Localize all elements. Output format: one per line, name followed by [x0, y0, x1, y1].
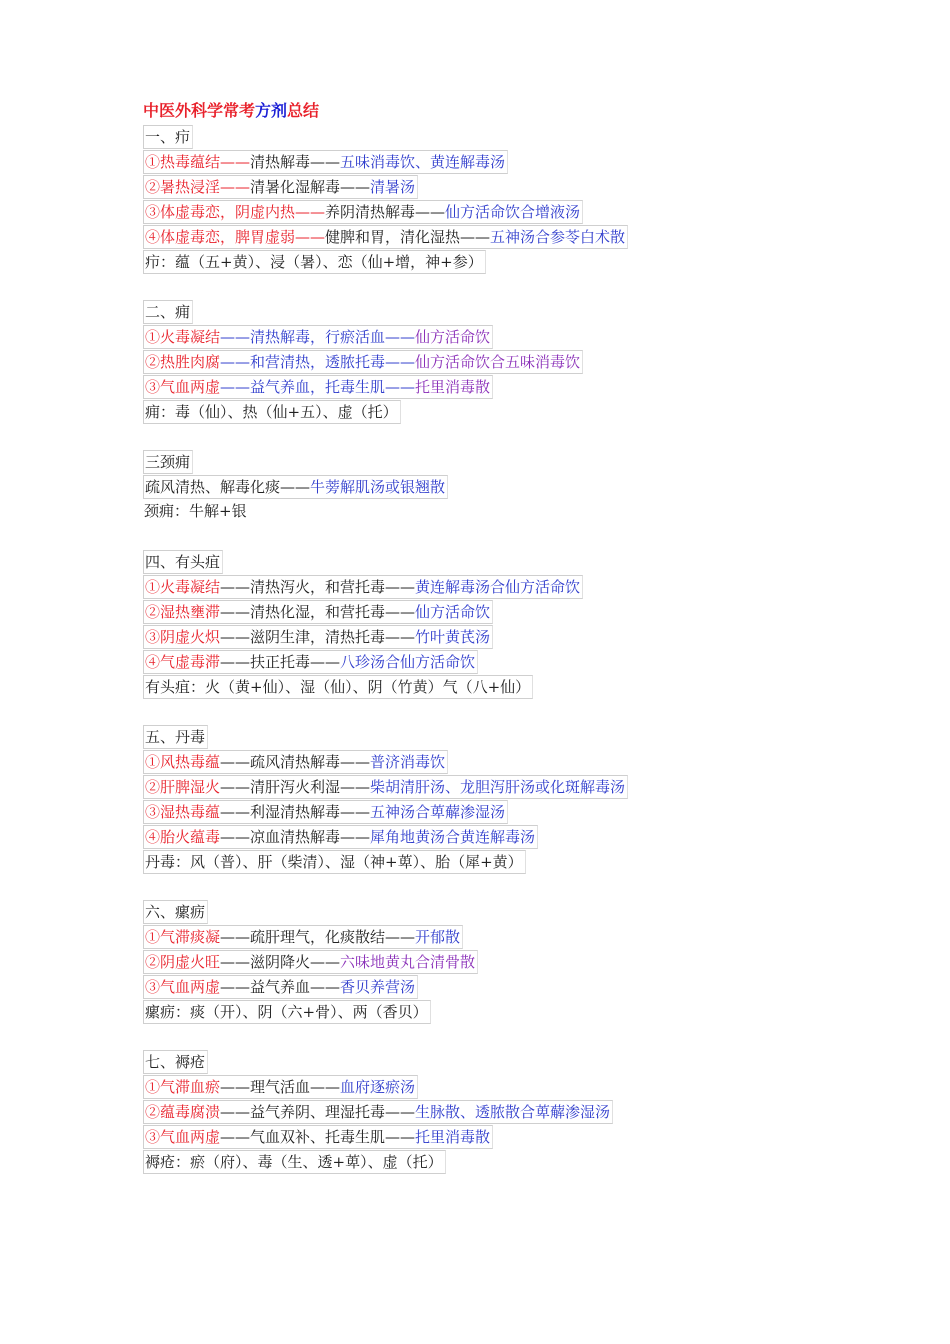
text-segment: ——: [220, 978, 251, 996]
text-segment: 仙方活命饮合五味消毒饮: [415, 353, 581, 371]
title-blue-part: 方剂: [255, 101, 288, 120]
formula-row: [143, 600, 493, 624]
text-segment: ——: [220, 778, 251, 796]
text-segment: 仙方活命饮: [415, 328, 491, 346]
formula-row: [143, 175, 418, 199]
text-segment: ②热胜肉腐: [145, 353, 221, 371]
text-segment: 疏风清热解毒: [250, 753, 341, 771]
formula-row: [143, 575, 583, 599]
title-red-part: 中医外科学常考: [143, 101, 256, 120]
text-segment: 仙方活命饮合增液汤: [445, 203, 581, 221]
text-segment: ①火毒凝结: [145, 578, 221, 596]
section-3: [143, 450, 843, 525]
section-heading: 一、疖: [143, 125, 193, 149]
text-segment: ①气滞痰凝: [145, 928, 221, 946]
formula-row: [143, 150, 508, 174]
formula-row: [143, 225, 628, 249]
text-segment: ——: [310, 153, 341, 171]
formula-row: [143, 750, 448, 774]
text-segment: ③气血两虚: [145, 978, 221, 996]
text-segment: ——: [415, 203, 446, 221]
text-segment: 理气活血: [250, 1078, 311, 1096]
text-segment: ②肝脾湿火: [145, 778, 221, 796]
text-segment: ④体虚毒恋，脾胃虚弱: [145, 228, 296, 246]
text-segment: 凉血清热解毒: [250, 828, 341, 846]
text-segment: ①风热毒蕴: [145, 753, 221, 771]
text-segment: ——: [220, 328, 251, 346]
text-segment: 竹叶黄芪汤: [415, 628, 491, 646]
text-segment: ——: [310, 1078, 341, 1096]
section-5: [143, 725, 843, 875]
text-segment: 利湿清热解毒: [250, 803, 341, 821]
text-segment: 清肝泻火利湿: [250, 778, 341, 796]
text-segment: ③气血两虚: [145, 1128, 221, 1146]
formula-row: [143, 800, 508, 824]
section-heading: 三颈痈: [143, 450, 193, 474]
text-segment: 清暑汤: [370, 178, 416, 196]
text-segment: 清热解毒: [250, 153, 311, 171]
section-1: [143, 125, 843, 275]
text-segment: ——: [220, 178, 251, 196]
text-segment: 犀角地黄汤合黄连解毒汤: [370, 828, 536, 846]
text-segment: 清热解毒，行瘀活血: [250, 328, 386, 346]
text-segment: 普济消毒饮: [370, 753, 446, 771]
text-segment: ——: [385, 928, 416, 946]
text-segment: ——: [295, 203, 326, 221]
text-segment: ——: [385, 578, 416, 596]
formula-row: [143, 650, 478, 674]
text-segment: ——: [295, 228, 326, 246]
text-segment: ——: [340, 778, 371, 796]
text-segment: ——: [280, 478, 311, 496]
text-segment: 五神汤合萆薢渗湿汤: [370, 803, 506, 821]
text-segment: 五神汤合参苓白术散: [490, 228, 626, 246]
text-segment: ②暑热浸淫: [145, 178, 221, 196]
section-heading: 六、瘰疬: [143, 900, 208, 924]
text-segment: 清热化湿，和营托毒: [250, 603, 386, 621]
text-segment: ——: [220, 578, 251, 596]
text-segment: 生脉散、透脓散合萆薢渗湿汤: [415, 1103, 611, 1121]
text-segment: ——: [340, 753, 371, 771]
text-segment: ——: [220, 1103, 251, 1121]
text-segment: ——: [220, 1078, 251, 1096]
formula-row: [143, 625, 493, 649]
formula-row: [143, 1075, 418, 1099]
text-segment: 清热泻火，和营托毒: [250, 578, 386, 596]
text-segment: ——: [220, 603, 251, 621]
text-segment: 益气养血，托毒生肌: [250, 378, 386, 396]
text-segment: 养阴清热解毒: [325, 203, 416, 221]
document-title: [143, 100, 843, 123]
text-segment: ——: [385, 378, 416, 396]
section-heading: 二、痈: [143, 300, 193, 324]
text-segment: 疏风清热、解毒化痰: [145, 478, 281, 496]
text-segment: ——: [340, 178, 371, 196]
text-segment: ②阴虚火旺: [145, 953, 221, 971]
section-6: [143, 900, 843, 1025]
text-segment: ④气虚毒滞: [145, 653, 221, 671]
text-segment: 滋阴生津，清热托毒: [250, 628, 386, 646]
mnemonic-line: 褥疮：瘀（府）、毒（生、透+萆）、虚（托）: [143, 1150, 446, 1174]
text-segment: 香贝养营汤: [340, 978, 416, 996]
text-segment: 扶正托毒: [250, 653, 311, 671]
text-segment: ——: [310, 653, 341, 671]
mnemonic-line: 痈：毒（仙）、热（仙+五）、虚（托）: [143, 400, 401, 424]
text-segment: 柴胡清肝汤、龙胆泻肝汤或化斑解毒汤: [370, 778, 626, 796]
text-segment: ——: [220, 753, 251, 771]
section-7: [143, 1050, 843, 1175]
text-segment: ——: [220, 803, 251, 821]
text-segment: ——: [220, 928, 251, 946]
title-red-end: 总结: [287, 101, 320, 120]
formula-row: [143, 200, 583, 224]
section-heading: 五、丹毒: [143, 725, 208, 749]
text-segment: ①热毒蕴结: [145, 153, 221, 171]
formula-row: [143, 975, 418, 999]
formula-row: [143, 925, 463, 949]
text-segment: 托里消毒散: [415, 378, 491, 396]
text-segment: 和营清热，透脓托毒: [250, 353, 386, 371]
text-segment: ——: [385, 1103, 416, 1121]
text-segment: ③体虚毒恋，阴虚内热: [145, 203, 296, 221]
text-segment: 益气养阴、理湿托毒: [250, 1103, 386, 1121]
mnemonic-line: 丹毒：风（普）、肝（柴清）、湿（神+萆）、胎（犀+黄）: [143, 850, 526, 874]
formula-row: [143, 350, 583, 374]
text-segment: ③气血两虚: [145, 378, 221, 396]
text-segment: ②蕴毒腐溃: [145, 1103, 221, 1121]
text-segment: ③阴虚火炽: [145, 628, 221, 646]
text-segment: ——: [220, 353, 251, 371]
text-segment: 清暑化湿解毒: [250, 178, 341, 196]
text-segment: ——: [220, 378, 251, 396]
text-segment: 血府逐瘀汤: [340, 1078, 416, 1096]
section-2: [143, 300, 843, 425]
formula-row: [143, 775, 628, 799]
text-segment: ——: [220, 1128, 251, 1146]
text-segment: ①气滞血瘀: [145, 1078, 221, 1096]
text-segment: 滋阴降火: [250, 953, 311, 971]
formula-row: [143, 475, 448, 499]
text-segment: ——: [385, 328, 416, 346]
section-heading: 四、有头疽: [143, 550, 223, 574]
mnemonic-line: 疖：蕴（五+黄）、浸（暑）、恋（仙+增，神+参）: [143, 250, 486, 274]
text-segment: 疏肝理气，化痰散结: [250, 928, 386, 946]
formula-row: [143, 950, 478, 974]
section-4: [143, 550, 843, 700]
text-segment: ——: [220, 953, 251, 971]
text-segment: ——: [385, 603, 416, 621]
mnemonic-line: 有头疽：火（黄+仙）、湿（仙）、阴（竹黄）气（八+仙）: [143, 675, 533, 699]
formula-row: [143, 1125, 493, 1149]
text-segment: ——: [220, 153, 251, 171]
text-segment: 仙方活命饮: [415, 603, 491, 621]
text-segment: 黄连解毒汤合仙方活命饮: [415, 578, 581, 596]
text-segment: ——: [340, 803, 371, 821]
text-segment: ——: [310, 978, 341, 996]
text-segment: ③湿热毒蕴: [145, 803, 221, 821]
text-segment: ——: [220, 653, 251, 671]
formula-row: [143, 825, 538, 849]
text-segment: ——: [385, 628, 416, 646]
text-segment: 健脾和胃，清化湿热: [325, 228, 461, 246]
formula-row: [143, 375, 493, 399]
formula-row: [143, 325, 493, 349]
text-segment: ——: [460, 228, 491, 246]
text-segment: 开郁散: [415, 928, 461, 946]
mnemonic-line: 颈痈：牛解+银: [144, 502, 247, 520]
text-segment: ——: [220, 628, 251, 646]
mnemonic-line: 瘰疬：痰（开）、阴（六+骨）、两（香贝）: [143, 1000, 431, 1024]
text-segment: ——: [220, 828, 251, 846]
text-segment: 五味消毒饮、黄连解毒汤: [340, 153, 506, 171]
text-segment: ——: [385, 353, 416, 371]
section-heading: 七、褥疮: [143, 1050, 208, 1074]
text-segment: 八珍汤合仙方活命饮: [340, 653, 476, 671]
text-segment: ④胎火蕴毒: [145, 828, 221, 846]
text-segment: 牛蒡解肌汤或银翘散: [310, 478, 446, 496]
text-segment: ②湿热壅滞: [145, 603, 221, 621]
text-segment: ①火毒凝结: [145, 328, 221, 346]
text-segment: 六味地黄丸合清骨散: [340, 953, 476, 971]
document-body: [143, 100, 843, 1175]
text-segment: 益气养血: [250, 978, 311, 996]
text-segment: 气血双补、托毒生肌: [250, 1128, 386, 1146]
text-segment: ——: [385, 1128, 416, 1146]
text-segment: ——: [340, 828, 371, 846]
text-segment: ——: [310, 953, 341, 971]
text-segment: 托里消毒散: [415, 1128, 491, 1146]
formula-row: [143, 1100, 613, 1124]
